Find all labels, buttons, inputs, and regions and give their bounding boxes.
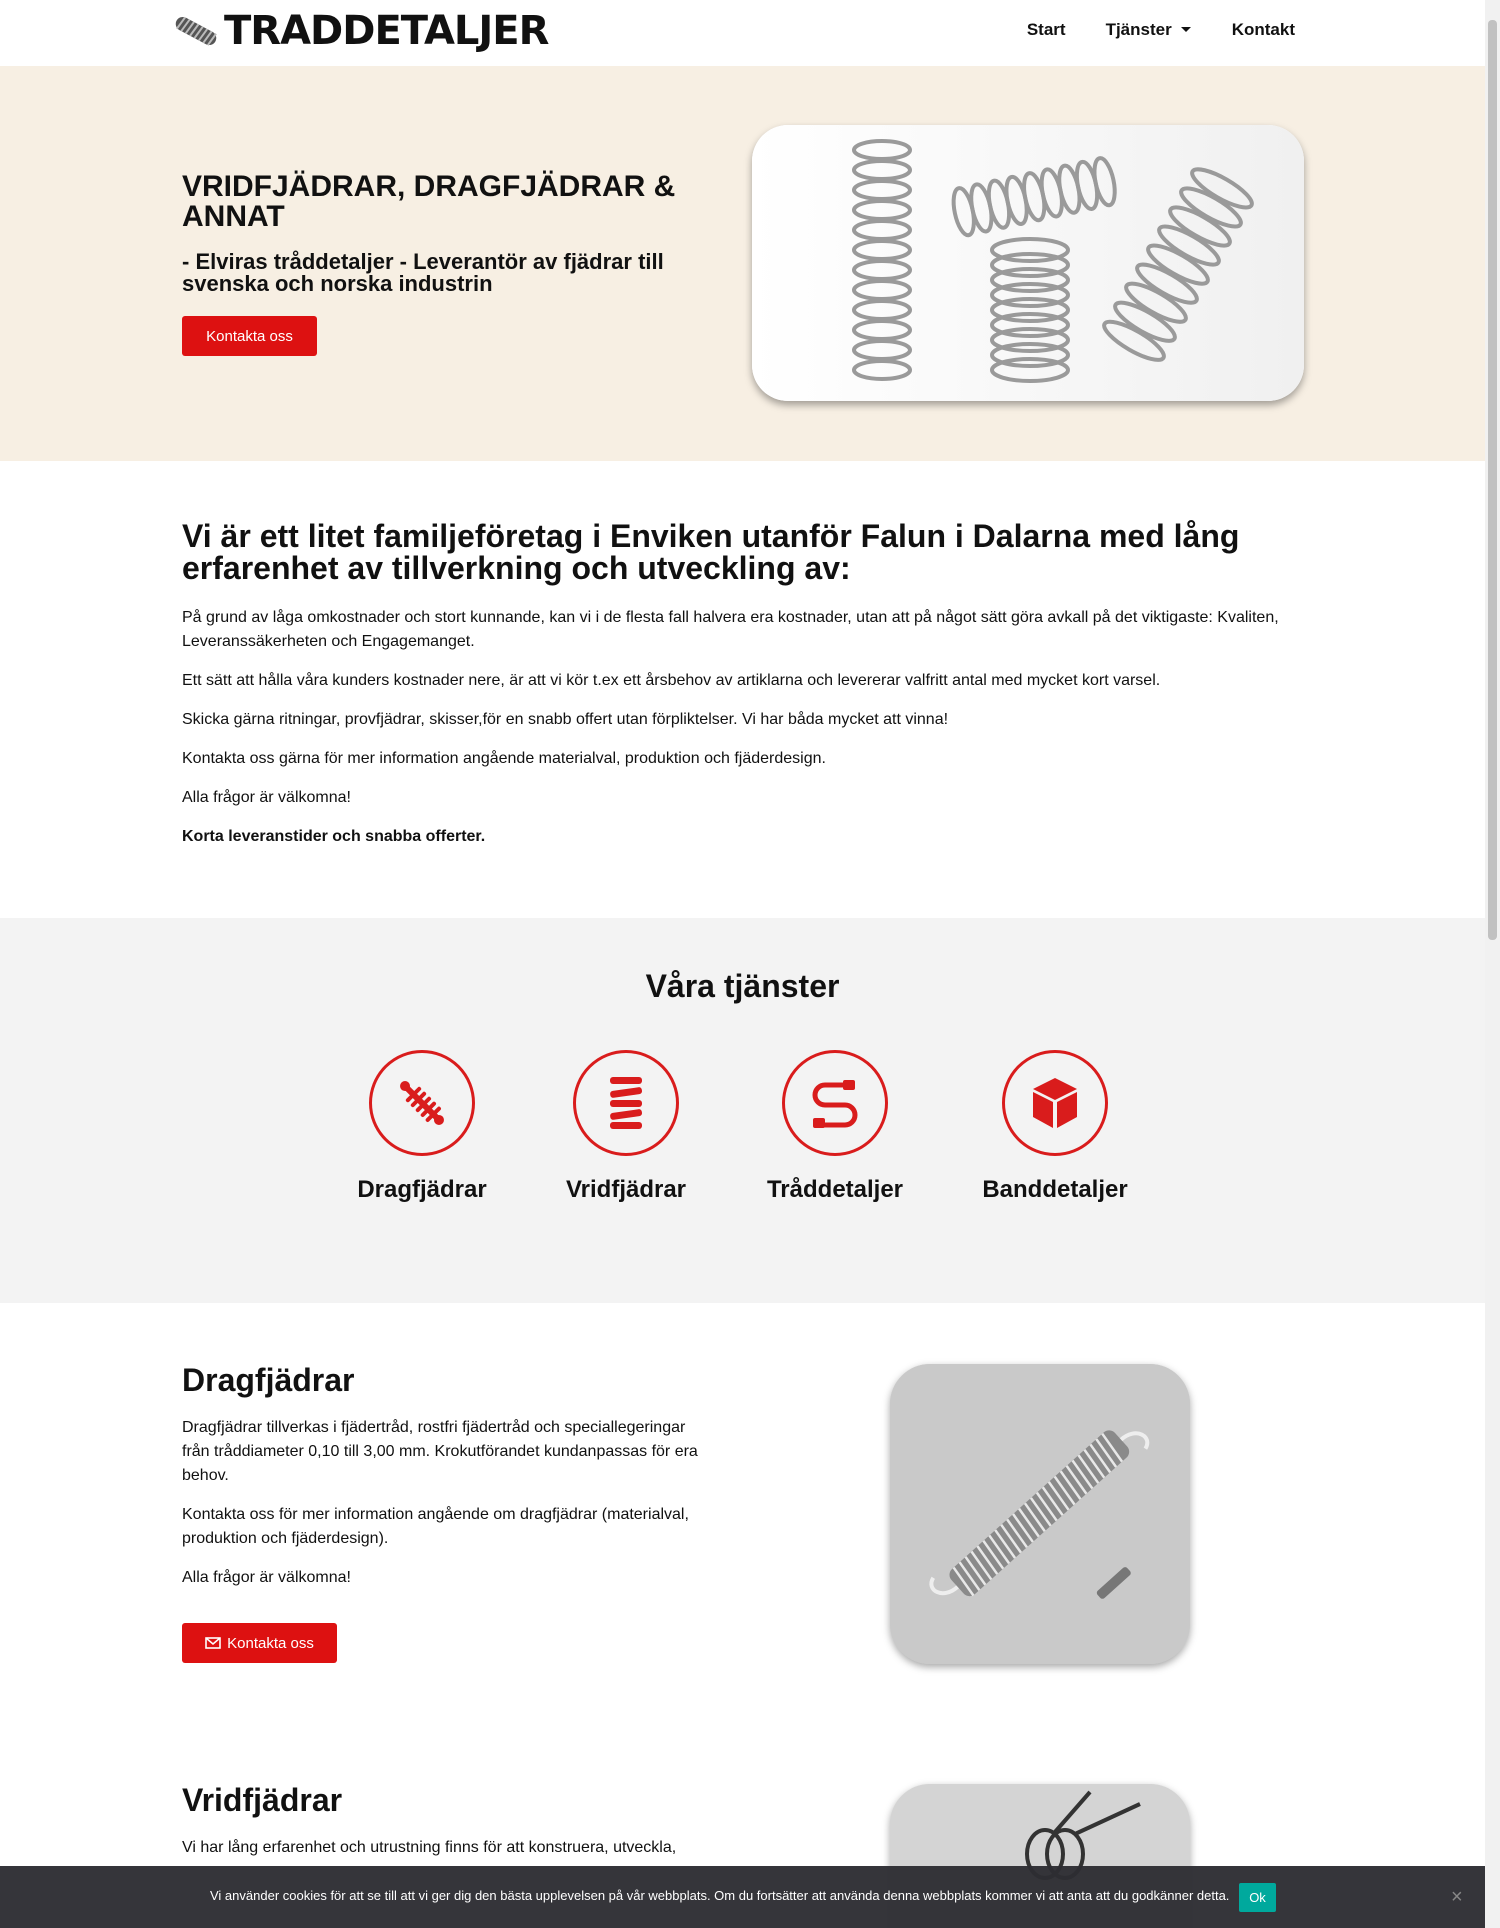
spring-logo-icon <box>172 13 220 49</box>
page-scrollbar[interactable] <box>1485 0 1500 1928</box>
service-label[interactable]: Vridfjädrar <box>565 1176 687 1203</box>
springs-illustration <box>752 125 1304 401</box>
nav-tjanster-label: Tjänster <box>1105 20 1172 39</box>
cube-icon <box>1030 1076 1080 1130</box>
logo-text: TRADDETALJER <box>224 8 549 54</box>
service-icon-circle[interactable] <box>369 1050 475 1156</box>
dragfjadrar-paragraph: Dragfjädrar tillverkas i fjädertråd, rostfri fjädertråd och speciallegeringar från tråddiameter 0,10 till 3,00 mm. Krokutförandet kundanpassas för era behov. <box>182 1419 698 1484</box>
nav-start[interactable] <box>1027 20 1066 40</box>
intro-paragraph: Skicka gärna ritningar, provfjädrar, skisser,för en snabb offert utan förpliktelser. Vi har båda mycket att vinna! <box>182 711 949 728</box>
caret-down-icon <box>1180 26 1192 34</box>
hero-springs-image <box>752 125 1304 401</box>
dragfjadrar-contact-button-label: Kontakta oss <box>227 1634 314 1652</box>
cookie-text: Vi använder cookies för att se till att vi ger dig den bästa upplevelsen på vår webbplats. Om du fortsätter att använda denna webbplats kommer vi att anta att du godkänner detta. <box>210 1888 1230 1903</box>
hero-subtitle: - Elviras tråddetaljer - Leverantör av fjädrar till svenska och norska industrin <box>182 249 664 297</box>
intro-paragraph: På grund av låga omkostnader och stort kunnande, kan vi i de flesta fall halvera era kostnader, utan att på något sätt göra avkall på det viktigaste: Kvaliten, Leveranssäkerheten och Engagemanget. <box>182 609 1279 650</box>
hero-contact-button-label: Kontakta oss <box>206 327 293 345</box>
dragfjadrar-title: Dragfjädrar <box>182 1362 355 1398</box>
nav-kontakt[interactable] <box>1232 20 1295 40</box>
dragfjadrar-image <box>890 1364 1190 1664</box>
service-traddetaljer[interactable] <box>745 1050 925 1204</box>
service-banddetaljer[interactable] <box>965 1050 1145 1204</box>
intro-section <box>182 520 1302 864</box>
service-label[interactable]: Banddetaljer <box>982 1176 1128 1203</box>
hero-title: VRIDFJÄDRAR, DRAGFJÄDRAR & ANNAT <box>182 170 676 233</box>
intro-paragraph: Alla frågor är välkomna! <box>182 789 351 806</box>
service-label[interactable]: Dragfjädrar <box>357 1176 487 1203</box>
dragfjadrar-paragraph: Alla frågor är välkomna! <box>182 1569 351 1586</box>
nav-kontakt-label: Kontakt <box>1231 20 1295 39</box>
service-icon-circle[interactable] <box>573 1050 679 1156</box>
dragfjadrar-contact-button[interactable] <box>182 1623 337 1663</box>
nav-start-label: Start <box>1026 20 1066 39</box>
service-vridfjadrar[interactable] <box>536 1050 716 1204</box>
intro-bold-line: Korta leveranstider och snabba offerter. <box>182 828 486 845</box>
envelope-icon <box>205 1637 221 1649</box>
wire-icon <box>807 1075 863 1131</box>
close-icon[interactable]: × <box>1451 1886 1463 1908</box>
main-nav <box>1027 20 1295 40</box>
scrollbar-thumb[interactable] <box>1488 20 1497 940</box>
services-section <box>0 918 1485 1303</box>
dragfjadrar-paragraph: Kontakta oss för mer information angående om dragfjädrar (materialval, produktion och fjäderdesign). <box>182 1506 689 1547</box>
cookie-ok-button[interactable]: Ok <box>1239 1883 1276 1912</box>
vridfjadrar-title: Vridfjädrar <box>182 1782 343 1818</box>
service-icon-circle[interactable] <box>1002 1050 1108 1156</box>
extension-spring-illustration <box>890 1364 1190 1664</box>
coil-spring-icon <box>606 1075 646 1131</box>
site-logo[interactable] <box>172 8 548 54</box>
site-header <box>0 0 1485 66</box>
intro-paragraph: Ett sätt att hålla våra kunders kostnader nere, är att vi kör t.ex ett årsbehov av artiklarna och levererar valfritt antal med mycket kort varsel. <box>182 672 1161 689</box>
intro-paragraph: Kontakta oss gärna för mer information angående materialval, produktion och fjäderdesign. <box>182 750 826 767</box>
services-title: Våra tjänster <box>645 968 840 1004</box>
vridfjadrar-paragraph: Vi har lång erfarenhet och utrustning finns för att konstruera, utveckla, <box>182 1839 677 1856</box>
service-dragfjadrar[interactable] <box>332 1050 512 1204</box>
intro-heading: Vi är ett litet familjeföretag i Enviken utanför Falun i Dalarna med lång erfarenhet av tillverkning och utveckling av: <box>182 518 1240 586</box>
hero-contact-button[interactable] <box>182 316 317 356</box>
hero-section <box>0 66 1485 461</box>
service-icon-circle[interactable] <box>782 1050 888 1156</box>
shock-spring-icon <box>392 1073 452 1133</box>
cookie-banner <box>0 1866 1485 1928</box>
service-label[interactable]: Tråddetaljer <box>766 1176 904 1203</box>
nav-tjanster[interactable] <box>1106 20 1192 40</box>
dragfjadrar-text <box>182 1416 712 1605</box>
